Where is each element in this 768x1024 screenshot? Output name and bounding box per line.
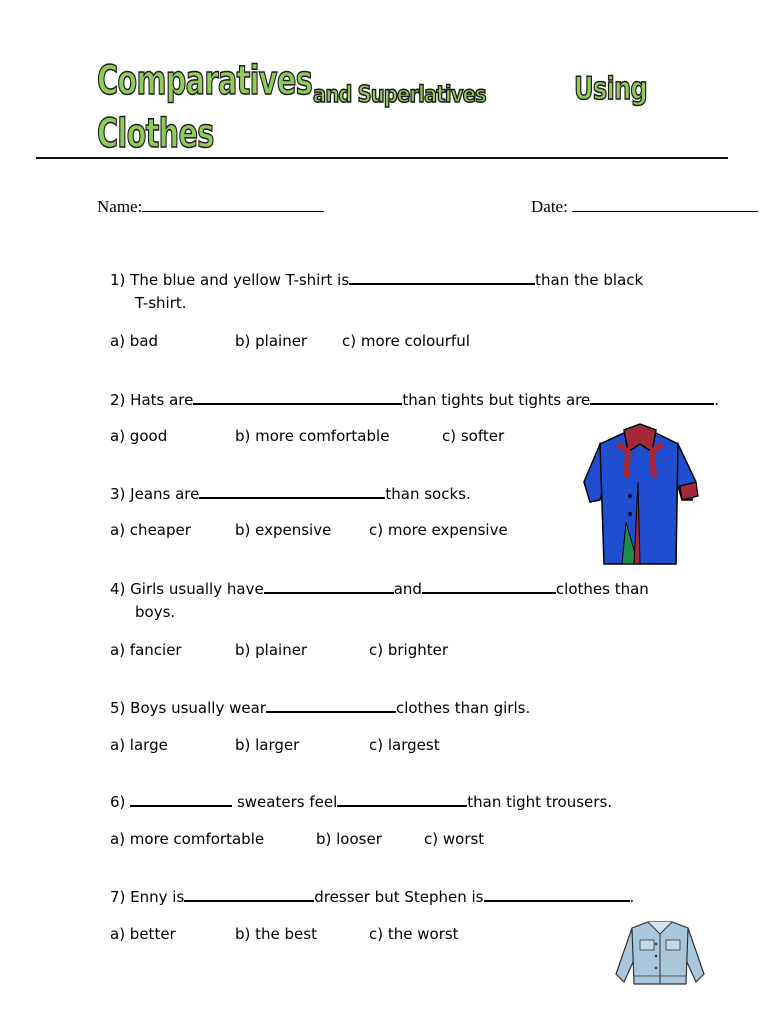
option-b[interactable]: b) looser (316, 830, 382, 848)
question-text: 7) Enny is (110, 888, 185, 906)
option-b[interactable]: b) more comfortable (235, 427, 390, 445)
question-3 (110, 482, 471, 505)
answer-blank[interactable] (199, 482, 385, 499)
denim-jacket-illustration (612, 920, 708, 990)
name-field[interactable] (97, 197, 324, 217)
question-7 (110, 885, 634, 908)
option-c[interactable]: c) more colourful (342, 332, 470, 350)
option-c[interactable]: c) more expensive (369, 521, 508, 539)
option-a[interactable]: a) large (110, 736, 168, 754)
question-text: 2) Hats are (110, 391, 194, 409)
option-c[interactable]: c) largest (369, 736, 440, 754)
title-word-using: Using (574, 71, 647, 107)
question-1-line-2: T-shirt. (135, 294, 187, 312)
name-label: Name: (97, 197, 143, 216)
option-b[interactable]: b) larger (235, 736, 300, 754)
question-text: clothes than girls. (395, 699, 531, 717)
question-text: 6) (110, 793, 126, 811)
question-text: than the black (535, 271, 644, 289)
answer-blank[interactable] (590, 388, 714, 405)
question-text: 4) Girls usually have (110, 580, 264, 598)
title-word-clothes: Clothes (97, 111, 214, 157)
coat-illustration (578, 422, 702, 570)
option-a[interactable]: a) fancier (110, 641, 182, 659)
question-text: . (714, 391, 720, 409)
question-text: . (629, 888, 635, 906)
question-text: than socks. (385, 485, 471, 503)
question-text: 1) The blue and yellow T-shirt is (110, 271, 350, 289)
answer-blank[interactable] (349, 268, 535, 285)
option-b[interactable]: b) plainer (235, 641, 308, 659)
question-text: dresser but Stephen is (314, 888, 484, 906)
question-2 (110, 388, 719, 411)
question-text: sweaters feel (236, 793, 338, 811)
answer-blank[interactable] (130, 790, 232, 807)
option-b[interactable]: b) expensive (235, 521, 332, 539)
answer-blank[interactable] (264, 577, 394, 594)
option-c[interactable]: c) softer (442, 427, 505, 445)
option-b[interactable]: b) the best (235, 925, 317, 943)
option-c[interactable]: c) worst (424, 830, 485, 848)
answer-blank[interactable] (484, 885, 630, 902)
question-5 (110, 696, 530, 719)
question-text: 3) Jeans are (110, 485, 200, 503)
question-4-line-2: boys. (135, 603, 176, 621)
answer-blank[interactable] (337, 790, 467, 807)
option-a[interactable]: a) better (110, 925, 176, 943)
question-1 (110, 268, 643, 291)
answer-blank[interactable] (184, 885, 314, 902)
answer-blank[interactable] (193, 388, 402, 405)
question-text: and (393, 580, 422, 598)
title-word-and-superlatives: and Superlatives (313, 82, 486, 108)
question-text: than tights but tights are (402, 391, 591, 409)
question-4 (110, 577, 649, 600)
option-a[interactable]: a) good (110, 427, 168, 445)
answer-blank[interactable] (266, 696, 396, 713)
option-b[interactable]: b) plainer (235, 332, 308, 350)
option-c[interactable]: c) brighter (369, 641, 449, 659)
option-c[interactable]: c) the worst (369, 925, 459, 943)
answer-blank[interactable] (422, 577, 556, 594)
question-text: clothes than (555, 580, 649, 598)
question-text: than tight trousers. (467, 793, 613, 811)
title-word-comparatives: Comparatives (97, 58, 313, 104)
question-6 (110, 790, 612, 813)
title-divider (36, 157, 728, 159)
name-blank[interactable] (142, 197, 324, 212)
date-label: Date: (531, 197, 568, 216)
date-field[interactable] (531, 197, 758, 217)
option-a[interactable]: a) bad (110, 332, 159, 350)
question-text: 5) Boys usually wear (110, 699, 266, 717)
option-a[interactable]: a) more comfortable (110, 830, 265, 848)
date-blank[interactable] (572, 197, 758, 212)
option-a[interactable]: a) cheaper (110, 521, 191, 539)
